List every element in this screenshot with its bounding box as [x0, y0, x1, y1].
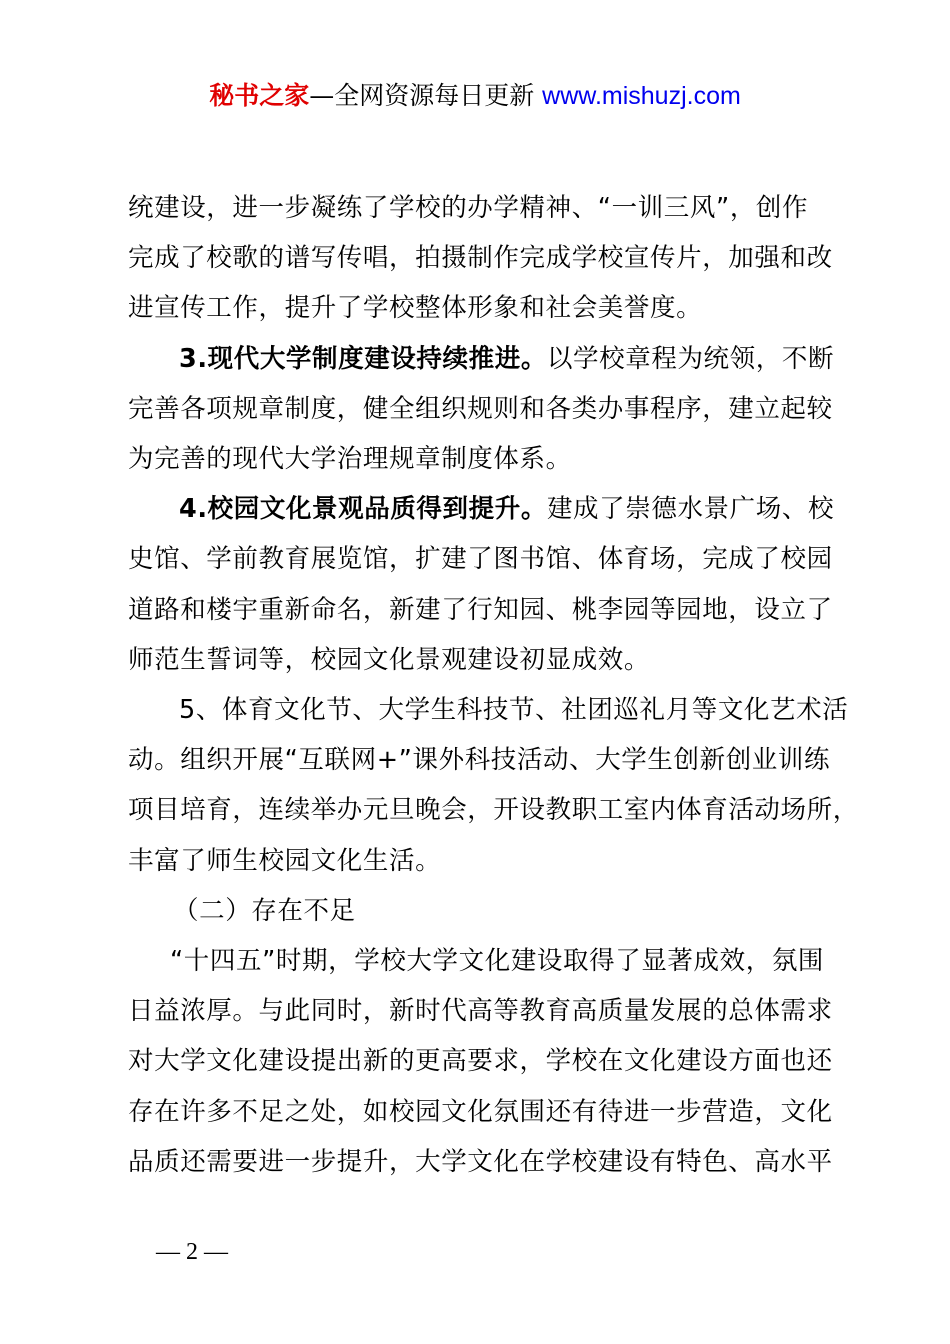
paragraph-heading: 4.校园文化景观品质得到提升。: [179, 494, 547, 525]
text-line: 5、体育文化节、大学生科技节、社团巡礼月等文化艺术活: [179, 695, 849, 726]
text-line: 丰富了师生校园文化生活。: [128, 845, 442, 876]
text-line: 完成了校歌的谱写传唱，拍摄制作完成学校宣传片，加强和改: [128, 243, 833, 274]
section-heading-text: （二）存在不足: [173, 895, 356, 926]
page-header: [0, 78, 950, 114]
text-line: 品质还需要进一步提升，大学文化在学校建设有特色、高水平: [128, 1146, 833, 1177]
paragraph-continuation: [128, 183, 838, 334]
text-line: 统建设，进一步凝练了学校的办学精神、“一训三风”，创作: [128, 193, 809, 223]
text-line: 为完善的现代大学治理规章制度体系。: [128, 444, 572, 475]
text-line: 完善各项规章制度，健全组织规则和各类办事程序，建立起较: [128, 393, 833, 424]
text-line: 日益浓厚。与此同时，新时代高等教育高质量发展的总体需求: [128, 996, 833, 1027]
text-line: 师范生誓词等，校园文化景观建设初显成效。: [128, 644, 651, 675]
header-brand: 秘书之家: [209, 81, 310, 110]
page-number: — 2 —: [156, 1239, 228, 1265]
text-line: 对大学文化建设提出新的更高要求，学校在文化建设方面也还: [128, 1046, 833, 1077]
paragraph-cultural-activities: [128, 685, 859, 886]
paragraph-heading: 3.现代大学制度建设持续推进。: [179, 343, 547, 374]
header-url-link[interactable]: www.mishuzj.com: [542, 82, 741, 110]
document-body: [128, 183, 859, 1187]
paragraph-modern-university-system: [128, 334, 838, 485]
text-line: 道路和楼宇重新命名，新建了行知园、桃李园等园地，设立了: [128, 594, 833, 625]
text-line: 动。组织开展“互联网+”课外科技活动、大学生创新创业训练: [128, 745, 831, 776]
text-line: 史馆、学前教育展览馆，扩建了图书馆、体育场，完成了校园: [128, 544, 833, 575]
text-line: 存在许多不足之处，如校园文化氛围还有待进一步营造，文化: [128, 1096, 833, 1127]
text-line: “十四五”时期，学校大学文化建设取得了显著成效，氛围: [170, 946, 825, 977]
paragraph-campus-landscape: [128, 484, 838, 685]
header-tagline: —全网资源每日更新: [309, 81, 543, 110]
text-line: 项目培育，连续举办元旦晚会，开设教职工室内体育活动场所，: [128, 795, 859, 826]
text-line: 建成了崇德水景广场、校: [546, 494, 835, 525]
paragraph-shortcomings: [128, 936, 838, 1187]
section-heading-shortcomings: [128, 886, 838, 936]
text-line: 以学校章程为统领，不断: [546, 343, 835, 374]
text-line: 进宣传工作，提升了学校整体形象和社会美誉度。: [128, 293, 703, 324]
